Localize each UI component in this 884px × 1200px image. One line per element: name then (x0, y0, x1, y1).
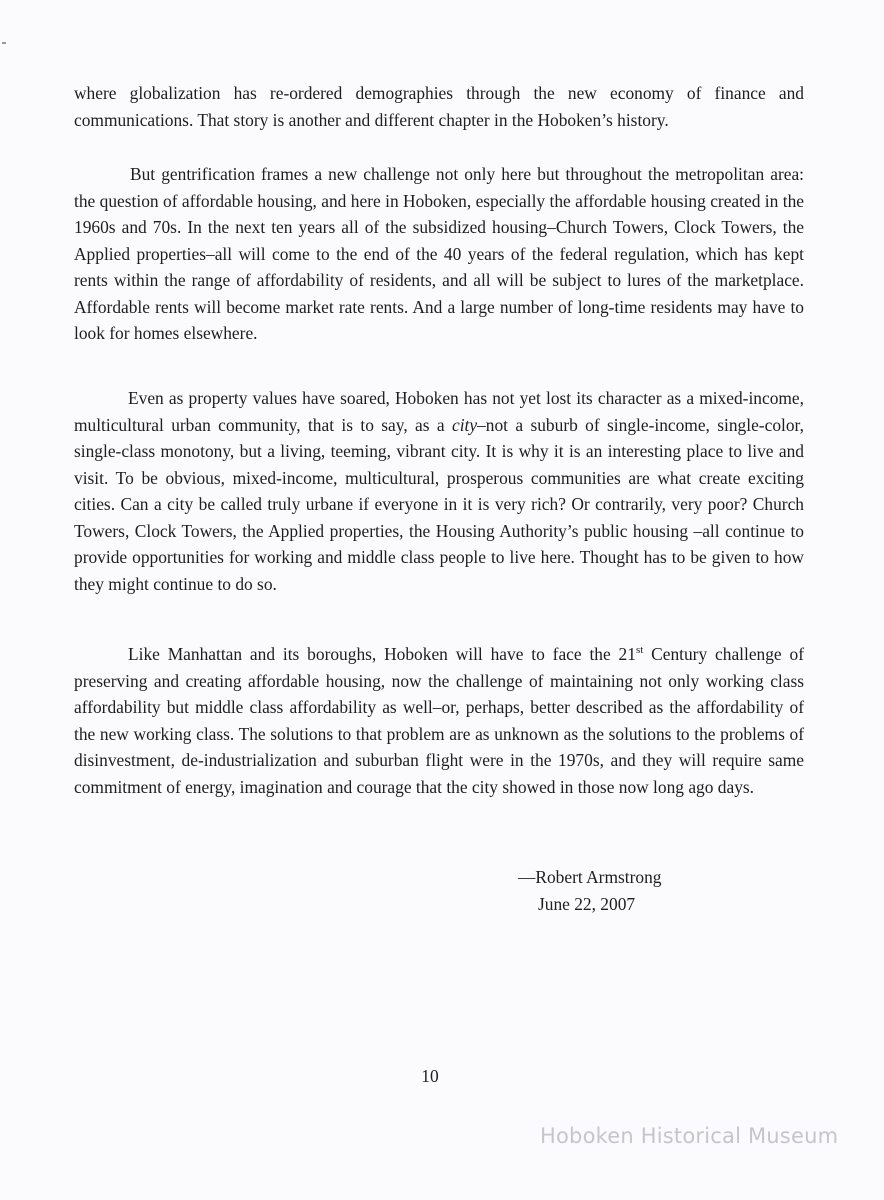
paragraph-property-values (74, 385, 804, 597)
paragraph-3-text-before: Even as property values have soared, Hoboken has not yet lost its character as a mixed-income, multicultural urban community, that is to say, as a (74, 388, 804, 435)
paragraph-4-text-before: Like Manhattan and its boroughs, Hoboken will have to face the 21 (128, 644, 636, 664)
paragraph-3-text-after: –not a suburb of single-income, single-color, single-class monotony, but a living, teeming, vibrant city. It is why it is an interesting place to live and visit. To be obvious, mixed-income, multicultural, prosperous communities are what create exciting cities. Can a city be called truly urbane if everyone in it is very rich? Or contrarily, very poor? Church Towers, Clock Towers, the Applied properties, the Housing Authority’s public housing –all continue to provide opportunities for working and middle class people to live here. Thought has to be given to how they might continue to do so. (74, 414, 804, 594)
paragraph-manhattan (74, 641, 804, 800)
intro-paragraph: where globalization has re-ordered demographies through the new economy of finance and communications. That story is another and different chapter in the Hoboken’s history. (74, 83, 804, 130)
signature-author: —Robert Armstrong (518, 867, 662, 887)
scan-speck (2, 42, 6, 44)
paragraph-gentrification: But gentrification frames a new challenge not only here but throughout the metropolitan area: the question of affordable housing, and here in Hoboken, especially the affordable housing created in the 1960s and 70s. In the next ten years all of the subsidized housing–Church Towers, Clock Towers, the Applied properties–all will come to the end of the 40 years of the federal regulation, which has kept rents within the range of affordability of residents, and all will be subject to lures of the marketplace. Affordable rents will become market rate rents. And a large number of long-time residents may have to look for homes elsewhere. (74, 164, 804, 343)
signature-block (518, 864, 661, 918)
ordinal-superscript: st (635, 644, 644, 657)
page-number: 10 (421, 1066, 439, 1086)
paragraph-4-text-after: Century challenge of preserving and creating affordable housing, now the challenge of maintaining not only working class affordability but middle class affordability as well–or, perhaps, better described as the affordability of the new working class. The solutions to that problem are as unknown as the solutions to the problems of disinvestment, de-industrialization and suburban flight were in the 1970s, and they will require same commitment of energy, imagination and courage that the city showed in those now long ago days. (74, 644, 804, 797)
signature-date: June 22, 2007 (538, 894, 636, 914)
museum-watermark: Hoboken Historical Museum (540, 1124, 839, 1148)
emphasized-word: city (451, 414, 478, 435)
